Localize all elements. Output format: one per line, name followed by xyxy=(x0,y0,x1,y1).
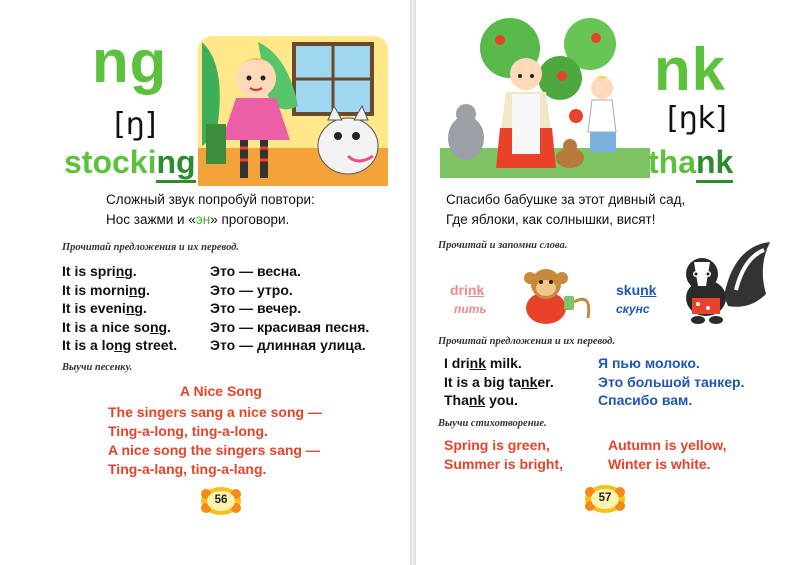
text-underlined: ng xyxy=(115,263,133,279)
text-underlined: ng xyxy=(114,337,132,353)
sentence-en xyxy=(62,299,177,318)
text: dri xyxy=(450,282,468,298)
girl-and-cat-illustration xyxy=(198,36,388,186)
sentence-ru: Это — вечер. xyxy=(210,300,302,316)
keyword-prefix: stocki xyxy=(64,144,157,180)
vocab-translation-drink: пить xyxy=(454,302,487,316)
poem-line: Winter is white. xyxy=(608,456,711,472)
transcription: [ŋ] xyxy=(114,107,157,142)
section-heading-words: Прочитай и запомни слова. xyxy=(438,240,568,251)
sentence-en xyxy=(62,262,177,281)
text: you. xyxy=(485,392,518,408)
poem-line: Summer is bright, xyxy=(444,456,564,472)
text: It is a big ta xyxy=(444,373,522,390)
text: Tha xyxy=(444,392,469,408)
section-heading-read: Прочитай предложения и их перевод. xyxy=(438,336,616,347)
text-underlined: nk xyxy=(521,373,538,390)
rhyme-line xyxy=(106,210,315,230)
letters-heading: nk xyxy=(654,36,727,103)
vocab-word-skunk xyxy=(616,282,656,298)
text: sku xyxy=(616,282,641,298)
sentence-ru: Это — красивая песня. xyxy=(210,318,370,335)
sentences-russian xyxy=(598,354,744,410)
poem-left xyxy=(444,436,563,474)
sentence-en xyxy=(444,354,554,373)
skunk-illustration xyxy=(674,236,774,328)
page-number: 57 xyxy=(598,492,612,504)
keyword-prefix: tha xyxy=(648,144,696,180)
sentence-en xyxy=(62,336,177,355)
rhyme-text: Нос зажми и « xyxy=(106,212,196,227)
sentence-en xyxy=(62,281,177,300)
poem-right xyxy=(608,436,727,474)
keyword-highlight: ng xyxy=(156,144,195,183)
poem-line: Autumn is yellow, xyxy=(608,437,727,453)
song-line: Ting-a-lang, ting-a-lang. xyxy=(108,461,267,477)
text: . xyxy=(142,300,147,316)
keyword xyxy=(648,146,733,178)
sentence-ru: Это — утро. xyxy=(210,281,293,298)
text: . xyxy=(132,263,137,279)
text: It is eveni xyxy=(62,300,126,316)
sentences-english xyxy=(444,354,554,410)
transcription: [ŋk] xyxy=(667,101,727,136)
text: street. xyxy=(131,337,178,353)
rhyme-sound: эн xyxy=(195,212,211,227)
text-underlined: ng xyxy=(149,318,168,335)
text: It is a lo xyxy=(62,337,115,353)
text: . xyxy=(146,281,150,298)
text: It is morni xyxy=(62,281,129,298)
rhyme-line: Сложный звук попробуй повтори: xyxy=(106,192,315,207)
poem-line: Spring is green, xyxy=(444,437,550,453)
sentences-english xyxy=(62,262,177,355)
text: milk. xyxy=(486,355,522,371)
page-number-badge xyxy=(584,484,626,514)
song-line: Ting-a-long, ting-a-long. xyxy=(108,423,268,439)
keyword-highlight: nk xyxy=(696,144,733,183)
song-line: The singers sang a nice song — xyxy=(108,404,322,420)
text-underlined: nk xyxy=(467,282,485,298)
monkey-drinking-illustration xyxy=(512,262,596,328)
text: . xyxy=(167,318,171,335)
section-heading-poem: Выучи стихотворение. xyxy=(438,418,547,429)
sentence-ru: Спасибо вам. xyxy=(598,392,693,408)
text-underlined: nk xyxy=(640,282,657,298)
right-page xyxy=(416,0,800,565)
letters-heading: ng xyxy=(92,28,168,95)
sentence-en xyxy=(444,373,554,392)
section-heading-song: Выучи песенку. xyxy=(62,362,133,373)
text: I dri xyxy=(444,355,470,371)
sentence-ru: Это — длинная улица. xyxy=(210,337,366,353)
song-title: A Nice Song xyxy=(180,383,262,399)
rhyme-text: » проговори. xyxy=(210,212,290,227)
text-underlined: ng xyxy=(125,300,143,316)
grandmother-garden-illustration xyxy=(440,18,650,178)
text-underlined: nk xyxy=(469,355,487,371)
page-number: 56 xyxy=(214,494,228,506)
sentence-ru: Это — весна. xyxy=(210,263,301,279)
rhyme-line: Где яблоки, как солнышки, висят! xyxy=(446,212,656,227)
rhyme xyxy=(446,190,685,230)
section-heading-read: Прочитай предложения и их перевод. xyxy=(62,242,240,253)
rhyme-line: Спасибо бабушке за этот дивный сад, xyxy=(446,192,686,207)
song-lines xyxy=(108,403,322,479)
keyword xyxy=(64,146,196,178)
sentences-russian xyxy=(210,262,369,355)
song-line: A nice song the singers sang — xyxy=(108,442,320,458)
page-number-badge xyxy=(200,486,242,516)
sentence-ru: Это большой танкер. xyxy=(598,373,745,390)
text: er. xyxy=(537,373,554,390)
rhyme xyxy=(106,190,315,230)
text: It is a nice so xyxy=(62,318,150,335)
text-underlined: ng xyxy=(128,281,147,298)
sentence-en xyxy=(444,391,554,410)
text-underlined: nk xyxy=(468,392,486,408)
vocab-translation-skunk: скунс xyxy=(616,302,650,316)
vocab-word-drink xyxy=(450,282,484,298)
sentence-ru: Я пью молоко. xyxy=(598,355,700,371)
sentence-en xyxy=(62,318,177,337)
text: It is spri xyxy=(62,263,116,279)
